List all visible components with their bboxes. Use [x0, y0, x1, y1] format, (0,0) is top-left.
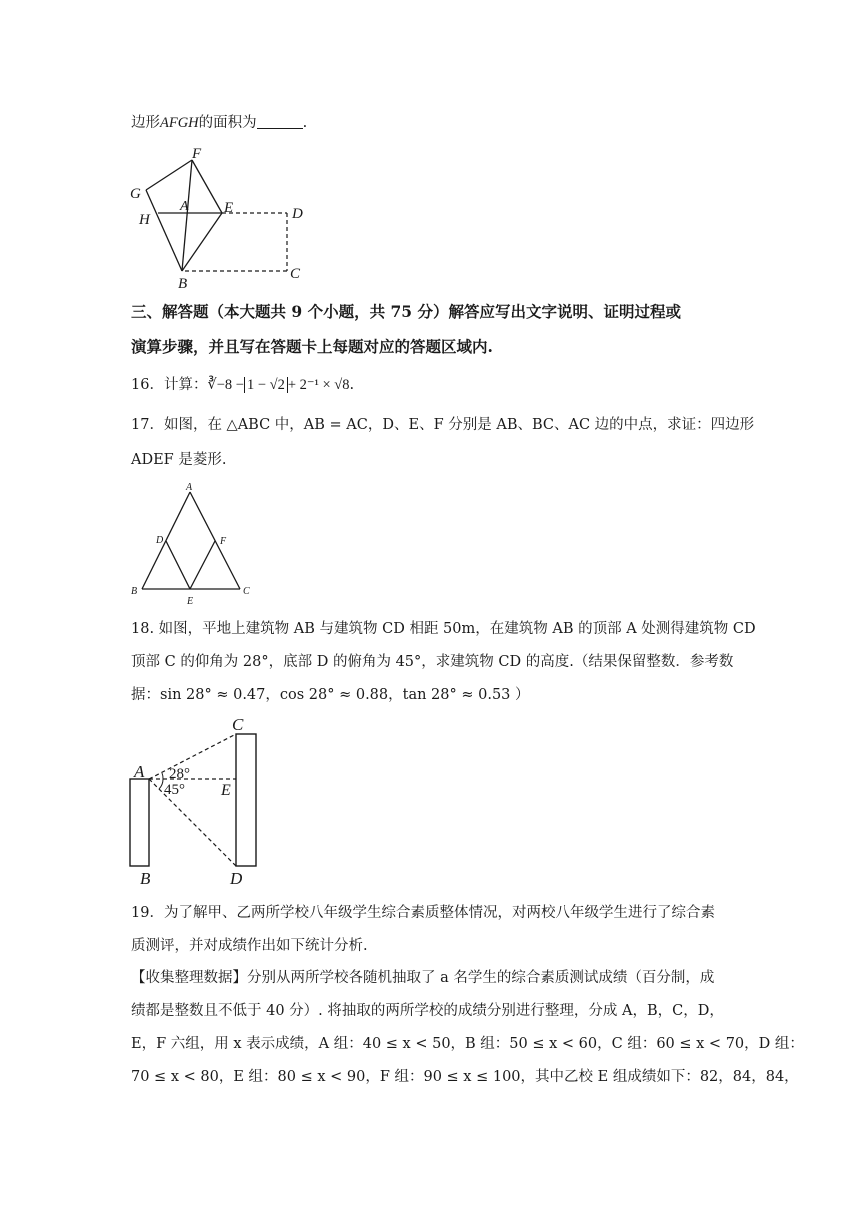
- fig15-label-d: D: [292, 206, 303, 222]
- q16-expr-cuberoot: ∛−8 −: [207, 377, 244, 393]
- fig15-label-h: H: [139, 212, 150, 228]
- fig18-label-a: A: [134, 762, 145, 781]
- fig18-angle-28: 28°: [169, 766, 190, 782]
- fig17-label-a: A: [186, 482, 193, 493]
- fig15-label-b: B: [178, 276, 188, 290]
- q16-expr-abs: 1 − √2: [244, 377, 288, 393]
- figure-q18: [120, 712, 270, 892]
- q19-line4: 绩都是整数且不低于 40 分）. 将抽取的两所学校的成绩分别进行整理，分成 A，B，C，D，: [131, 1003, 724, 1019]
- answer-blank: [257, 114, 303, 129]
- section-heading-line2: 演算步骤，并且写在答题卡上每题对应的答题区域内.: [131, 337, 493, 356]
- q15-suffix: 的面积为: [198, 115, 257, 131]
- q19-line3: 【收集整理数据】分别从两所学校各随机抽取了 a 名学生的综合素质测试成绩（百分制，成: [131, 970, 715, 986]
- fig15-label-g: G: [130, 186, 141, 202]
- q16-expr-rest: + 2⁻¹ × √8: [287, 377, 350, 393]
- fig17-label-c: C: [243, 586, 250, 597]
- q15-tail-line: [131, 113, 307, 133]
- q15-prefix: 边形: [131, 115, 160, 131]
- figure-q17: [128, 478, 268, 608]
- fig18-angle-45: 45°: [164, 782, 185, 798]
- q19-line6: 70 ≤ x < 80，E 组：80 ≤ x < 90，F 组：90 ≤ x ≤ 100，其中乙校 E 组成绩如下：82，84，84，: [131, 1069, 799, 1085]
- q19-line1: 19．为了解甲、乙两所学校八年级学生综合素质整体情况，对两校八年级学生进行了综合素: [131, 905, 715, 921]
- fig18-label-c: C: [232, 715, 244, 734]
- fig17-label-d: D: [156, 535, 164, 546]
- q19-line5: E，F 六组，用 x 表示成绩，A 组：40 ≤ x < 50，B 组：50 ≤ x < 60，C 组：60 ≤ x < 70，D 组：: [131, 1036, 804, 1052]
- fig15-label-c: C: [290, 266, 301, 282]
- q16-lead: 16．计算：: [131, 377, 208, 393]
- section-heading-line1: 三、解答题（本大题共 9 个小题，共 75 分）解答应写出文字说明、证明过程或: [131, 302, 681, 321]
- q16-end: .: [349, 377, 355, 393]
- fig15-label-e: E: [224, 200, 234, 216]
- fig17-label-f: F: [220, 536, 227, 547]
- fig18-label-d: D: [230, 869, 243, 888]
- q19-line2: 质测评，并对成绩作出如下统计分析.: [131, 938, 368, 954]
- q18-line1: 18. 如图，平地上建筑物 AB 与建筑物 CD 相距 50m，在建筑物 AB 的顶部 A 处测得建筑物 CD: [131, 621, 756, 637]
- q17-line1: 17．如图，在 △ABC 中，AB = AC，D、E、F 分别是 AB、BC、AC 边的中点，求证：四边形: [131, 417, 755, 433]
- fig17-label-e: E: [187, 596, 194, 607]
- q18-line3: 据：sin 28° ≈ 0.47，cos 28° ≈ 0.88，tan 28° ≈ 0.53 ）: [131, 687, 530, 703]
- q18-line2: 顶部 C 的仰角为 28°，底部 D 的俯角为 45°，求建筑物 CD 的高度.（结果保留整数．参考数: [131, 654, 734, 670]
- q16-line: [131, 375, 354, 395]
- q17-line2: ADEF 是菱形.: [131, 452, 227, 468]
- fig18-label-b: B: [140, 869, 151, 888]
- figure-q15: [120, 140, 320, 290]
- q15-end: .: [302, 115, 308, 131]
- fig18-label-e: E: [221, 782, 231, 799]
- fig15-label-a: A: [180, 199, 189, 214]
- fig17-label-b: B: [131, 586, 138, 597]
- q15-var: AFGH: [160, 115, 199, 131]
- fig15-label-f: F: [192, 146, 202, 162]
